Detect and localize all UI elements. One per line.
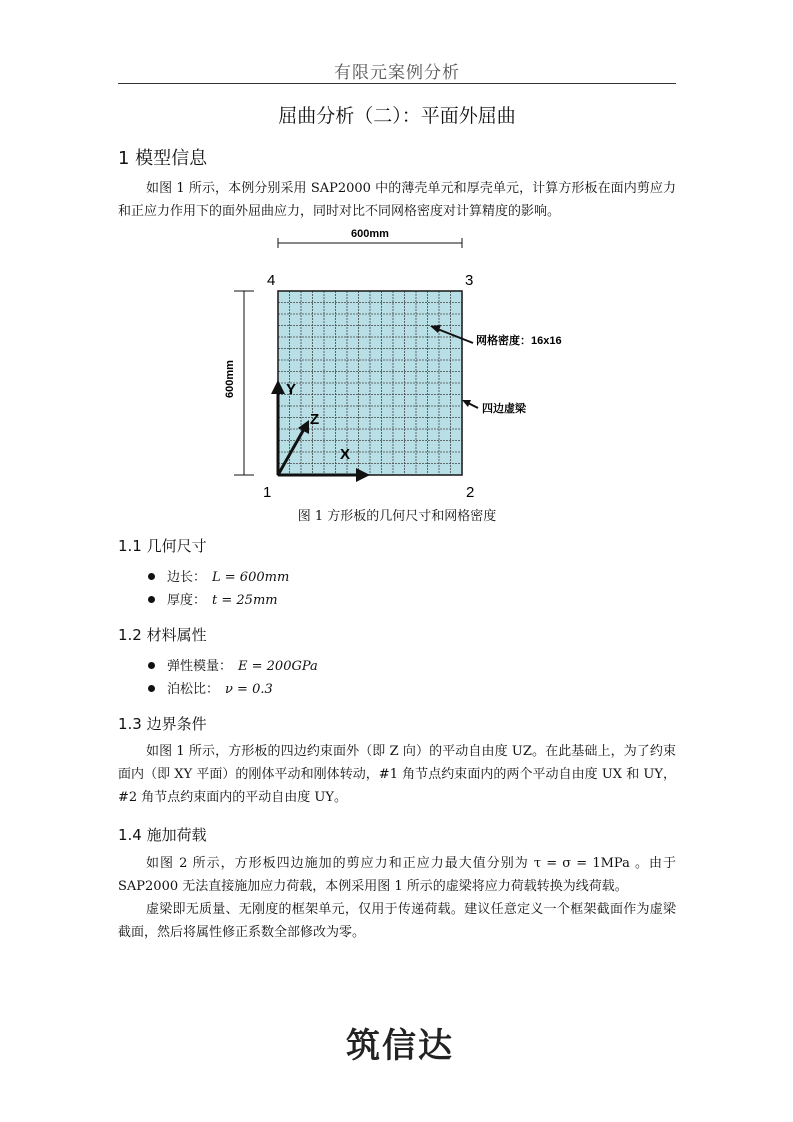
figure-1-plate-diagram [220,224,580,504]
section-heading-1-3: 1.3 边界条件 [118,715,207,733]
corner-2-label: 2 [466,484,475,501]
axis-x-label: X [340,446,351,463]
loads-paragraph-2: 虚梁即无质量、无刚度的框架单元，仅用于传递荷载。建议任意定义一个框架截面作为虚梁截面，然后将属性修正系数全部修改为零。 [118,902,676,940]
dim-left-label: 600mm [224,360,236,398]
section-heading-1-1: 1.1 几何尺寸 [118,537,207,555]
section-heading-1-4: 1.4 施加荷载 [118,826,207,844]
corner-4-label: 4 [267,272,276,289]
page-header: 有限元案例分析 [334,63,460,83]
section-heading-1: 1 模型信息 [118,148,208,169]
corner-3-label: 3 [465,272,474,289]
loads-paragraph-1: 如图 2 所示，方形板四边施加的剪应力和正应力最大值分别为 τ = σ = 1MPa 。由于 SAP2000 无法直接施加应力荷载，本例采用图 1 所示的虚梁将应力荷载转换为线荷载。 [118,856,676,894]
intro-paragraph: 如图 1 所示，本例分别采用 SAP2000 中的薄壳单元和厚壳单元，计算方形板在面内剪应力和正应力作用下的面外屈曲应力，同时对比不同网格密度对计算精度的影响。 [118,181,676,219]
header-rule [118,83,676,84]
dim-top-label: 600mm [351,228,389,240]
corner-1-label: 1 [263,484,272,501]
list-item: 边长： L = 600mm [148,566,289,585]
axis-z-label: Z [310,411,320,428]
boundary-conditions-paragraph: 如图 1 所示，方形板的四边约束面外（即 Z 向）的平动自由度 UZ。在此基础上，为了约束面内（即 XY 平面）的刚体平动和刚体转动，#1 角节点约束面内的两个平动自由度 UX 和 UY，#2 角节点约束面内的平动自由度 UY。 [118,744,676,805]
list-item: 厚度： t = 25mm [148,589,278,608]
mesh-density-label: 网格密度：16x16 [476,335,562,347]
document-title: 屈曲分析（二）：平面外屈曲 [278,105,516,127]
list-item: 弹性模量： E = 200GPa [148,655,318,674]
axis-y-label: Y [286,381,297,398]
figure-1-caption: 图 1 方形板的几何尺寸和网格密度 [297,509,497,524]
dummy-beam-label: 四边虚梁 [482,403,526,415]
company-logo: 筑信达 [346,1026,454,1066]
section-heading-1-2: 1.2 材料属性 [118,626,207,644]
list-item: 泊松比： ν = 0.3 [148,678,273,697]
